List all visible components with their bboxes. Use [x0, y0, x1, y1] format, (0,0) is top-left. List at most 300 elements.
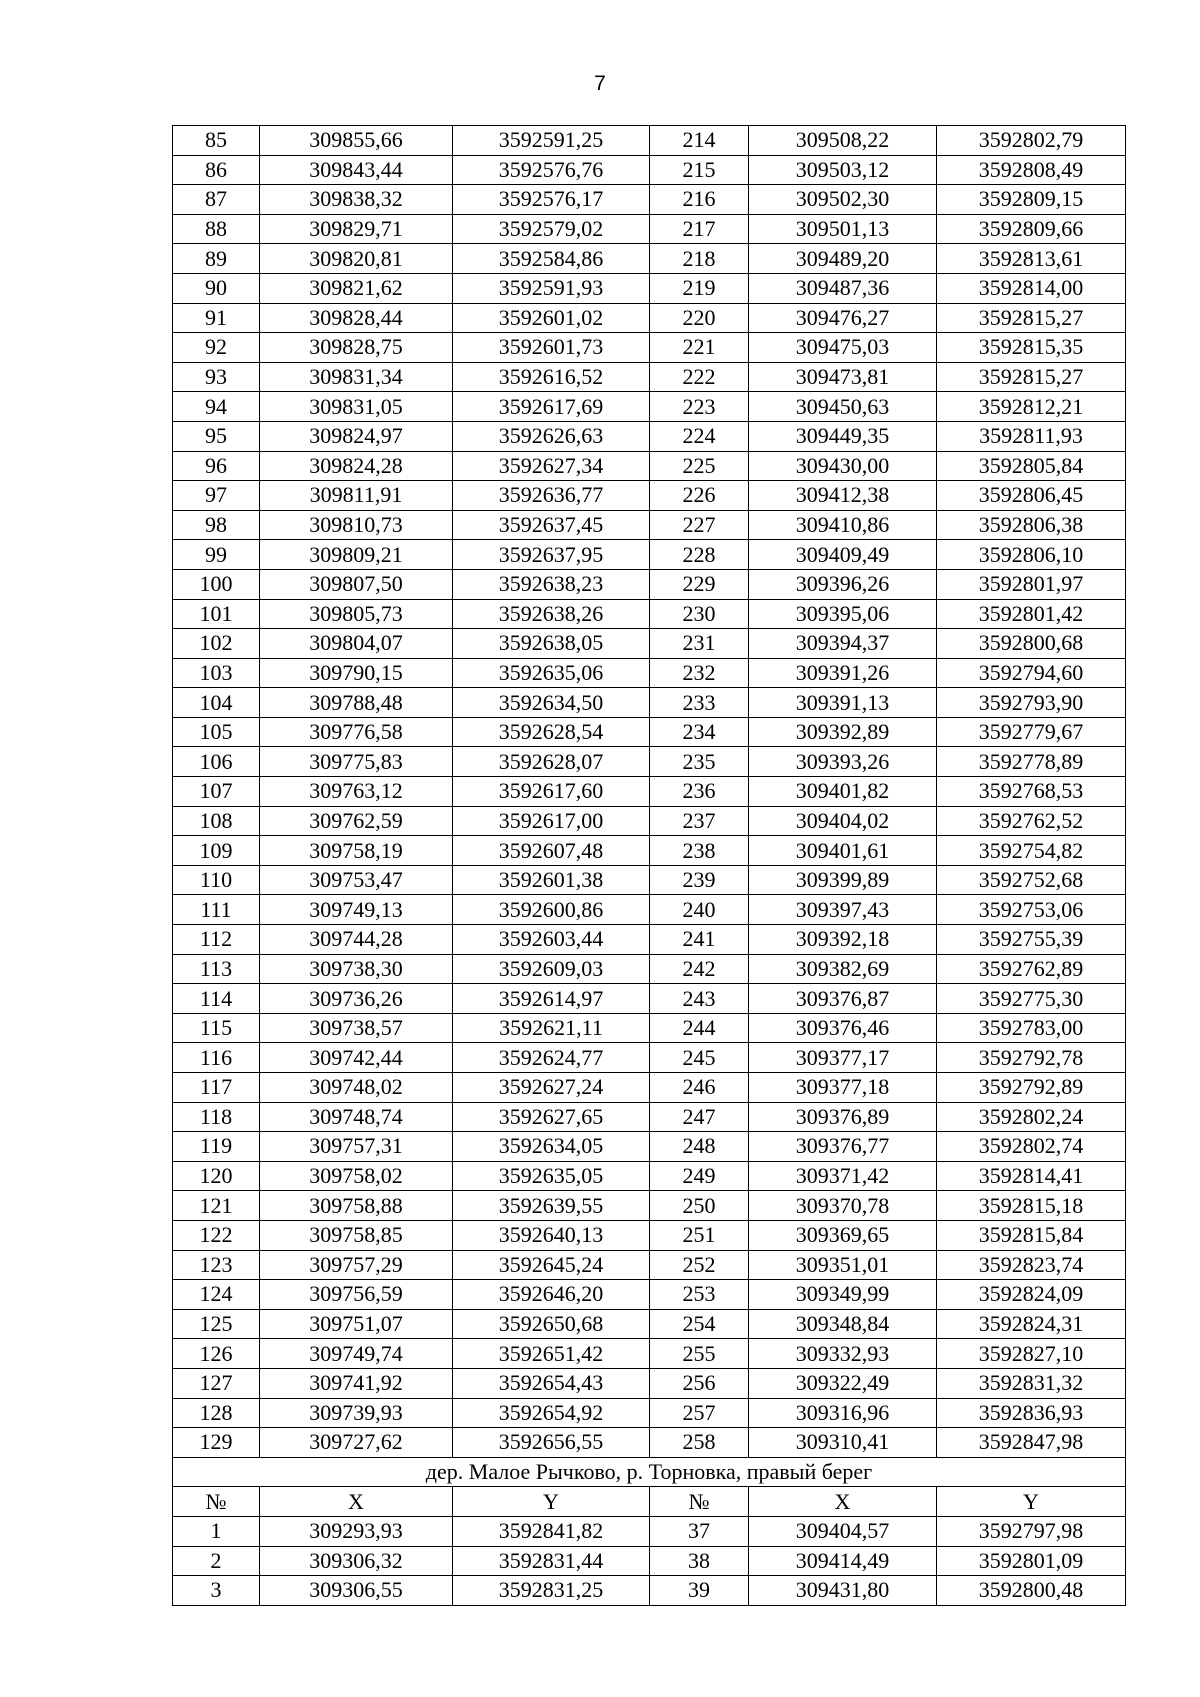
- y-coordinate-cell: 3592654,92: [453, 1398, 650, 1428]
- y-coordinate-cell: 3592579,02: [453, 214, 650, 244]
- point-number-cell: 99: [173, 540, 260, 570]
- y-coordinate-cell: 3592806,45: [937, 481, 1126, 511]
- point-number-cell: 240: [650, 895, 749, 925]
- x-coordinate-cell: 309371,42: [749, 1161, 937, 1191]
- point-number-cell: 243: [650, 984, 749, 1014]
- x-coordinate-cell: 309749,74: [260, 1339, 453, 1369]
- y-coordinate-cell: 3592584,86: [453, 244, 650, 274]
- page-number: 7: [594, 72, 606, 95]
- table-row: [173, 954, 1126, 984]
- x-coordinate-cell: 309757,31: [260, 1132, 453, 1162]
- point-number-cell: 101: [173, 599, 260, 629]
- x-coordinate-cell: 309391,26: [749, 658, 937, 688]
- y-coordinate-cell: 3592635,06: [453, 658, 650, 688]
- point-number-cell: 118: [173, 1102, 260, 1132]
- point-number-cell: 232: [650, 658, 749, 688]
- x-coordinate-cell: 309727,62: [260, 1428, 453, 1458]
- x-coordinate-cell: 309810,73: [260, 510, 453, 540]
- x-coordinate-cell: 309293,93: [260, 1516, 453, 1546]
- x-coordinate-cell: 309397,43: [749, 895, 937, 925]
- table-row: [173, 569, 1126, 599]
- y-coordinate-cell: 3592591,93: [453, 273, 650, 303]
- point-number-cell: 223: [650, 392, 749, 422]
- y-coordinate-cell: 3592823,74: [937, 1250, 1126, 1280]
- x-coordinate-cell: 309741,92: [260, 1368, 453, 1398]
- table-row: [173, 836, 1126, 866]
- x-coordinate-cell: 309758,02: [260, 1161, 453, 1191]
- x-coordinate-cell: 309369,65: [749, 1220, 937, 1250]
- y-coordinate-cell: 3592650,68: [453, 1309, 650, 1339]
- point-number-cell: 230: [650, 599, 749, 629]
- y-coordinate-cell: 3592841,82: [453, 1516, 650, 1546]
- y-coordinate-cell: 3592628,07: [453, 747, 650, 777]
- table-row: [173, 1013, 1126, 1043]
- x-coordinate-cell: 309414,49: [749, 1546, 937, 1576]
- x-coordinate-cell: 309776,58: [260, 717, 453, 747]
- x-coordinate-cell: 309811,91: [260, 481, 453, 511]
- table-row: [173, 451, 1126, 481]
- x-coordinate-cell: 309351,01: [749, 1250, 937, 1280]
- y-coordinate-cell: 3592621,11: [453, 1013, 650, 1043]
- x-coordinate-cell: 309377,18: [749, 1073, 937, 1103]
- point-number-cell: 124: [173, 1280, 260, 1310]
- point-number-cell: 108: [173, 806, 260, 836]
- point-number-cell: 234: [650, 717, 749, 747]
- y-coordinate-cell: 3592792,89: [937, 1073, 1126, 1103]
- table-row: [173, 895, 1126, 925]
- y-coordinate-cell: 3592809,15: [937, 185, 1126, 215]
- point-number-cell: 239: [650, 865, 749, 895]
- x-coordinate-cell: 309807,50: [260, 569, 453, 599]
- x-coordinate-cell: 309757,29: [260, 1250, 453, 1280]
- x-coordinate-cell: 309738,57: [260, 1013, 453, 1043]
- table-row: [173, 1250, 1126, 1280]
- table-row: [173, 1398, 1126, 1428]
- y-coordinate-cell: 3592762,89: [937, 954, 1126, 984]
- point-number-cell: 238: [650, 836, 749, 866]
- point-number-cell: 246: [650, 1073, 749, 1103]
- y-coordinate-cell: 3592824,31: [937, 1309, 1126, 1339]
- point-number-cell: 128: [173, 1398, 260, 1428]
- point-number-cell: 122: [173, 1220, 260, 1250]
- point-number-cell: 226: [650, 481, 749, 511]
- point-number-cell: 228: [650, 540, 749, 570]
- y-coordinate-cell: 3592638,26: [453, 599, 650, 629]
- x-coordinate-cell: 309758,19: [260, 836, 453, 866]
- x-coordinate-cell: 309393,26: [749, 747, 937, 777]
- x-coordinate-cell: 309395,06: [749, 599, 937, 629]
- point-number-cell: 94: [173, 392, 260, 422]
- y-coordinate-cell: 3592815,84: [937, 1220, 1126, 1250]
- y-coordinate-cell: 3592792,78: [937, 1043, 1126, 1073]
- point-number-cell: 255: [650, 1339, 749, 1369]
- x-coordinate-cell: 309748,02: [260, 1073, 453, 1103]
- table-row: [173, 1043, 1126, 1073]
- y-coordinate-cell: 3592637,45: [453, 510, 650, 540]
- y-coordinate-cell: 3592755,39: [937, 925, 1126, 955]
- table-row: [173, 984, 1126, 1014]
- point-number-cell: 249: [650, 1161, 749, 1191]
- x-coordinate-cell: 309843,44: [260, 155, 453, 185]
- y-coordinate-cell: 3592815,18: [937, 1191, 1126, 1221]
- point-number-cell: 227: [650, 510, 749, 540]
- x-coordinate-cell: 309501,13: [749, 214, 937, 244]
- point-number-cell: 231: [650, 629, 749, 659]
- point-number-cell: 125: [173, 1309, 260, 1339]
- y-coordinate-cell: 3592639,55: [453, 1191, 650, 1221]
- point-number-cell: 123: [173, 1250, 260, 1280]
- table-row: [173, 688, 1126, 718]
- point-number-cell: 219: [650, 273, 749, 303]
- point-number-cell: 236: [650, 777, 749, 807]
- point-number-cell: 247: [650, 1102, 749, 1132]
- point-number-cell: 107: [173, 777, 260, 807]
- point-number-cell: 220: [650, 303, 749, 333]
- point-number-cell: 222: [650, 362, 749, 392]
- x-coordinate-cell: 309376,46: [749, 1013, 937, 1043]
- point-number-cell: 86: [173, 155, 260, 185]
- point-number-cell: 109: [173, 836, 260, 866]
- point-number-cell: 119: [173, 1132, 260, 1162]
- point-number-cell: 237: [650, 806, 749, 836]
- point-number-cell: 129: [173, 1428, 260, 1458]
- table-row: [173, 1102, 1126, 1132]
- x-coordinate-cell: 309396,26: [749, 569, 937, 599]
- point-number-cell: 242: [650, 954, 749, 984]
- table-row: [173, 303, 1126, 333]
- point-number-cell: 229: [650, 569, 749, 599]
- x-coordinate-cell: 309831,34: [260, 362, 453, 392]
- point-number-cell: 252: [650, 1250, 749, 1280]
- y-coordinate-cell: 3592815,27: [937, 362, 1126, 392]
- point-number-cell: 233: [650, 688, 749, 718]
- point-number-cell: 253: [650, 1280, 749, 1310]
- x-coordinate-cell: 309401,61: [749, 836, 937, 866]
- table-row: [173, 806, 1126, 836]
- x-coordinate-cell: 309332,93: [749, 1339, 937, 1369]
- table-row: [173, 717, 1126, 747]
- x-coordinate-cell: 309758,88: [260, 1191, 453, 1221]
- table-row: [173, 1309, 1126, 1339]
- y-coordinate-cell: 3592762,52: [937, 806, 1126, 836]
- x-coordinate-cell: 309738,30: [260, 954, 453, 984]
- point-number-cell: 224: [650, 421, 749, 451]
- y-coordinate-cell: 3592616,52: [453, 362, 650, 392]
- x-coordinate-cell: 309399,89: [749, 865, 937, 895]
- x-coordinate-cell: 309401,82: [749, 777, 937, 807]
- x-coordinate-cell: 309828,44: [260, 303, 453, 333]
- y-coordinate-cell: 3592808,49: [937, 155, 1126, 185]
- point-number-cell: 37: [650, 1516, 749, 1546]
- x-coordinate-cell: 309824,28: [260, 451, 453, 481]
- point-number-cell: 115: [173, 1013, 260, 1043]
- table-row: [173, 540, 1126, 570]
- x-coordinate-cell: 309348,84: [749, 1309, 937, 1339]
- point-number-cell: 91: [173, 303, 260, 333]
- point-number-cell: 257: [650, 1398, 749, 1428]
- y-coordinate-cell: 3592811,93: [937, 421, 1126, 451]
- y-coordinate-cell: 3592640,13: [453, 1220, 650, 1250]
- x-coordinate-cell: 309736,26: [260, 984, 453, 1014]
- x-coordinate-cell: 309394,37: [749, 629, 937, 659]
- table-row: [173, 1546, 1126, 1576]
- x-coordinate-cell: 309831,05: [260, 392, 453, 422]
- x-coordinate-cell: 309449,35: [749, 421, 937, 451]
- point-number-cell: 90: [173, 273, 260, 303]
- x-coordinate-cell: 309855,66: [260, 126, 453, 156]
- y-coordinate-cell: 3592775,30: [937, 984, 1126, 1014]
- point-number-cell: 225: [650, 451, 749, 481]
- x-coordinate-cell: 309473,81: [749, 362, 937, 392]
- x-coordinate-cell: 309392,18: [749, 925, 937, 955]
- table-row: [173, 481, 1126, 511]
- y-coordinate-cell: 3592827,10: [937, 1339, 1126, 1369]
- y-coordinate-cell: 3592591,25: [453, 126, 650, 156]
- x-coordinate-cell: 309487,36: [749, 273, 937, 303]
- y-coordinate-cell: 3592627,24: [453, 1073, 650, 1103]
- x-coordinate-cell: 309376,89: [749, 1102, 937, 1132]
- x-coordinate-cell: 309763,12: [260, 777, 453, 807]
- point-number-cell: 215: [650, 155, 749, 185]
- y-coordinate-cell: 3592831,25: [453, 1576, 650, 1606]
- point-number-cell: 95: [173, 421, 260, 451]
- table-row: [173, 1428, 1126, 1458]
- point-number-cell: 85: [173, 126, 260, 156]
- y-coordinate-cell: 3592626,63: [453, 421, 650, 451]
- y-coordinate-cell: 3592836,93: [937, 1398, 1126, 1428]
- point-number-cell: 98: [173, 510, 260, 540]
- y-coordinate-cell: 3592778,89: [937, 747, 1126, 777]
- point-number-cell: 3: [173, 1576, 260, 1606]
- y-coordinate-cell: 3592797,98: [937, 1516, 1126, 1546]
- column-header: Y: [937, 1487, 1126, 1517]
- table-row: [173, 392, 1126, 422]
- point-number-cell: 100: [173, 569, 260, 599]
- y-coordinate-cell: 3592831,44: [453, 1546, 650, 1576]
- y-coordinate-cell: 3592815,35: [937, 333, 1126, 363]
- y-coordinate-cell: 3592754,82: [937, 836, 1126, 866]
- point-number-cell: 96: [173, 451, 260, 481]
- table-row: [173, 155, 1126, 185]
- point-number-cell: 245: [650, 1043, 749, 1073]
- point-number-cell: 113: [173, 954, 260, 984]
- x-coordinate-cell: 309431,80: [749, 1576, 937, 1606]
- point-number-cell: 218: [650, 244, 749, 274]
- table-row: [173, 747, 1126, 777]
- x-coordinate-cell: 309748,74: [260, 1102, 453, 1132]
- y-coordinate-cell: 3592831,32: [937, 1368, 1126, 1398]
- table-row: [173, 333, 1126, 363]
- coordinates-table: [172, 125, 1126, 1606]
- table-row: [173, 1161, 1126, 1191]
- y-coordinate-cell: 3592638,05: [453, 629, 650, 659]
- y-coordinate-cell: 3592813,61: [937, 244, 1126, 274]
- column-header: X: [260, 1487, 453, 1517]
- x-coordinate-cell: 309749,13: [260, 895, 453, 925]
- point-number-cell: 87: [173, 185, 260, 215]
- y-coordinate-cell: 3592601,73: [453, 333, 650, 363]
- y-coordinate-cell: 3592809,66: [937, 214, 1126, 244]
- x-coordinate-cell: 309809,21: [260, 540, 453, 570]
- x-coordinate-cell: 309508,22: [749, 126, 937, 156]
- y-coordinate-cell: 3592635,05: [453, 1161, 650, 1191]
- point-number-cell: 93: [173, 362, 260, 392]
- x-coordinate-cell: 309805,73: [260, 599, 453, 629]
- table-row: [173, 362, 1126, 392]
- x-coordinate-cell: 309376,77: [749, 1132, 937, 1162]
- table-row: [173, 599, 1126, 629]
- y-coordinate-cell: 3592801,42: [937, 599, 1126, 629]
- x-coordinate-cell: 309404,57: [749, 1516, 937, 1546]
- x-coordinate-cell: 309370,78: [749, 1191, 937, 1221]
- x-coordinate-cell: 309753,47: [260, 865, 453, 895]
- y-coordinate-cell: 3592806,10: [937, 540, 1126, 570]
- y-coordinate-cell: 3592638,23: [453, 569, 650, 599]
- point-number-cell: 114: [173, 984, 260, 1014]
- table-row: [173, 777, 1126, 807]
- y-coordinate-cell: 3592806,38: [937, 510, 1126, 540]
- y-coordinate-cell: 3592645,24: [453, 1250, 650, 1280]
- y-coordinate-cell: 3592752,68: [937, 865, 1126, 895]
- x-coordinate-cell: 309409,49: [749, 540, 937, 570]
- y-coordinate-cell: 3592617,60: [453, 777, 650, 807]
- x-coordinate-cell: 309310,41: [749, 1428, 937, 1458]
- x-coordinate-cell: 309410,86: [749, 510, 937, 540]
- x-coordinate-cell: 309762,59: [260, 806, 453, 836]
- point-number-cell: 251: [650, 1220, 749, 1250]
- table-row: [173, 214, 1126, 244]
- point-number-cell: 110: [173, 865, 260, 895]
- y-coordinate-cell: 3592628,54: [453, 717, 650, 747]
- point-number-cell: 117: [173, 1073, 260, 1103]
- table-row: [173, 1368, 1126, 1398]
- y-coordinate-cell: 3592603,44: [453, 925, 650, 955]
- x-coordinate-cell: 309306,55: [260, 1576, 453, 1606]
- x-coordinate-cell: 309404,02: [749, 806, 937, 836]
- table-row: [173, 1220, 1126, 1250]
- x-coordinate-cell: 309349,99: [749, 1280, 937, 1310]
- point-number-cell: 256: [650, 1368, 749, 1398]
- point-number-cell: 221: [650, 333, 749, 363]
- table-row: [173, 658, 1126, 688]
- x-coordinate-cell: 309820,81: [260, 244, 453, 274]
- y-coordinate-cell: 3592812,21: [937, 392, 1126, 422]
- y-coordinate-cell: 3592614,97: [453, 984, 650, 1014]
- column-header: Y: [453, 1487, 650, 1517]
- y-coordinate-cell: 3592634,05: [453, 1132, 650, 1162]
- y-coordinate-cell: 3592600,86: [453, 895, 650, 925]
- y-coordinate-cell: 3592617,69: [453, 392, 650, 422]
- y-coordinate-cell: 3592654,43: [453, 1368, 650, 1398]
- y-coordinate-cell: 3592607,48: [453, 836, 650, 866]
- x-coordinate-cell: 309450,63: [749, 392, 937, 422]
- y-coordinate-cell: 3592805,84: [937, 451, 1126, 481]
- y-coordinate-cell: 3592651,42: [453, 1339, 650, 1369]
- y-coordinate-cell: 3592814,41: [937, 1161, 1126, 1191]
- y-coordinate-cell: 3592793,90: [937, 688, 1126, 718]
- y-coordinate-cell: 3592847,98: [937, 1428, 1126, 1458]
- x-coordinate-cell: 309502,30: [749, 185, 937, 215]
- x-coordinate-cell: 309804,07: [260, 629, 453, 659]
- y-coordinate-cell: 3592800,68: [937, 629, 1126, 659]
- point-number-cell: 248: [650, 1132, 749, 1162]
- point-number-cell: 104: [173, 688, 260, 718]
- table-row: [173, 925, 1126, 955]
- table-row: [173, 126, 1126, 156]
- y-coordinate-cell: 3592627,65: [453, 1102, 650, 1132]
- y-coordinate-cell: 3592768,53: [937, 777, 1126, 807]
- y-coordinate-cell: 3592794,60: [937, 658, 1126, 688]
- x-coordinate-cell: 309322,49: [749, 1368, 937, 1398]
- table-row: [173, 1073, 1126, 1103]
- point-number-cell: 214: [650, 126, 749, 156]
- y-coordinate-cell: 3592783,00: [937, 1013, 1126, 1043]
- point-number-cell: 103: [173, 658, 260, 688]
- y-coordinate-cell: 3592824,09: [937, 1280, 1126, 1310]
- y-coordinate-cell: 3592624,77: [453, 1043, 650, 1073]
- header-row: [173, 1487, 1126, 1517]
- point-number-cell: 2: [173, 1546, 260, 1576]
- x-coordinate-cell: 309376,87: [749, 984, 937, 1014]
- table-row: [173, 273, 1126, 303]
- point-number-cell: 217: [650, 214, 749, 244]
- x-coordinate-cell: 309742,44: [260, 1043, 453, 1073]
- point-number-cell: 97: [173, 481, 260, 511]
- y-coordinate-cell: 3592753,06: [937, 895, 1126, 925]
- y-coordinate-cell: 3592627,34: [453, 451, 650, 481]
- x-coordinate-cell: 309829,71: [260, 214, 453, 244]
- y-coordinate-cell: 3592801,97: [937, 569, 1126, 599]
- x-coordinate-cell: 309775,83: [260, 747, 453, 777]
- section-title-row: [173, 1457, 1126, 1487]
- x-coordinate-cell: 309828,75: [260, 333, 453, 363]
- point-number-cell: 250: [650, 1191, 749, 1221]
- table-row: [173, 865, 1126, 895]
- table-row: [173, 1516, 1126, 1546]
- x-coordinate-cell: 309430,00: [749, 451, 937, 481]
- point-number-cell: 105: [173, 717, 260, 747]
- column-header: №: [650, 1487, 749, 1517]
- y-coordinate-cell: 3592802,74: [937, 1132, 1126, 1162]
- point-number-cell: 102: [173, 629, 260, 659]
- y-coordinate-cell: 3592634,50: [453, 688, 650, 718]
- x-coordinate-cell: 309476,27: [749, 303, 937, 333]
- y-coordinate-cell: 3592601,38: [453, 865, 650, 895]
- point-number-cell: 112: [173, 925, 260, 955]
- x-coordinate-cell: 309744,28: [260, 925, 453, 955]
- point-number-cell: 127: [173, 1368, 260, 1398]
- point-number-cell: 1: [173, 1516, 260, 1546]
- point-number-cell: 121: [173, 1191, 260, 1221]
- column-header: №: [173, 1487, 260, 1517]
- y-coordinate-cell: 3592802,24: [937, 1102, 1126, 1132]
- y-coordinate-cell: 3592601,02: [453, 303, 650, 333]
- table-row: [173, 1132, 1126, 1162]
- column-header: X: [749, 1487, 937, 1517]
- x-coordinate-cell: 309306,32: [260, 1546, 453, 1576]
- point-number-cell: 111: [173, 895, 260, 925]
- x-coordinate-cell: 309377,17: [749, 1043, 937, 1073]
- point-number-cell: 241: [650, 925, 749, 955]
- point-number-cell: 116: [173, 1043, 260, 1073]
- x-coordinate-cell: 309790,15: [260, 658, 453, 688]
- table-row: [173, 421, 1126, 451]
- x-coordinate-cell: 309489,20: [749, 244, 937, 274]
- x-coordinate-cell: 309788,48: [260, 688, 453, 718]
- point-number-cell: 39: [650, 1576, 749, 1606]
- y-coordinate-cell: 3592609,03: [453, 954, 650, 984]
- y-coordinate-cell: 3592779,67: [937, 717, 1126, 747]
